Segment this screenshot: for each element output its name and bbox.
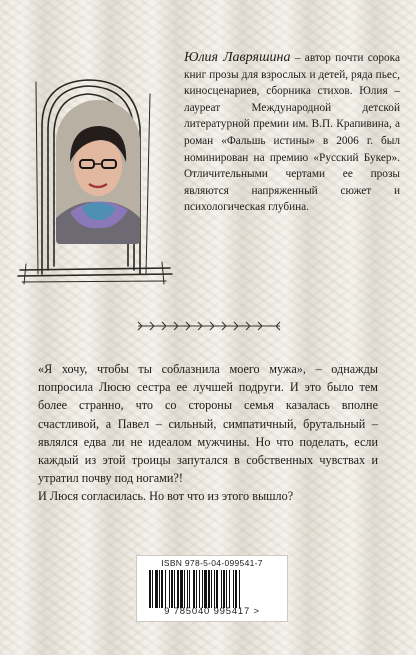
author-bio-text: – автор почти сорока книг прозы для взрослых и детей, ряда пьес, киносценариев, сборника стихов. Юлия – лауреат Международной детской литературной премии им. В.П. Крапивина, а роман «Фальшь истины» в 2006 г. был номинирован на премию «Русский Букер». Отличительными чертами ее прозы являются напряженный сюжет и психологическая глубина. (184, 52, 400, 214)
author-portrait-icon (56, 100, 140, 244)
author-bio (184, 50, 400, 216)
blurb-paragraph-2: И Люся согласилась. Но вот что из этого вышло? (38, 489, 294, 504)
author-photo (56, 100, 140, 244)
isbn-barcode (136, 555, 288, 622)
isbn-label: ISBN 978-5-04-099541-7 (161, 558, 263, 568)
author-name: Юлия Лавряшина (184, 50, 291, 65)
ornament-divider-icon (134, 318, 284, 334)
barcode-icon (149, 570, 277, 608)
blurb-paragraph-1: «Я хочу, чтобы ты соблазнила моего мужа», – однажды попросила Люсю сестра ее лучшей подруги. И это было тем более странно, что со стороны семья казалась вполне счастливой, а Павел – сильный, симпатичный, брутальный – являлся едва ли не идеалом мужчины. Но что поделать, если каждый из этой троицы запутался в собственных чувствах и утратил почву под ногами?! (38, 362, 378, 486)
barcode-digits: 9 785040 995417 > (164, 606, 260, 617)
book-blurb (38, 360, 378, 506)
